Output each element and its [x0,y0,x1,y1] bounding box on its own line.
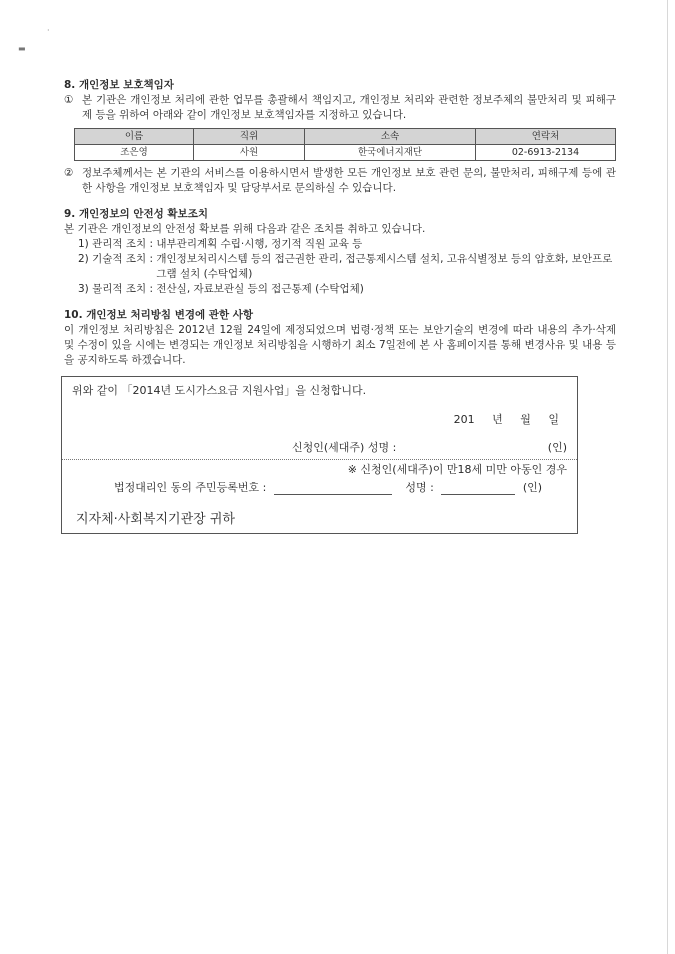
list-item [64,282,616,297]
guardian-name-input[interactable] [441,483,515,495]
item-number: ① [64,94,74,106]
guardian-name-label: 성명 : [405,481,434,494]
table-header-row [75,129,616,145]
section-policy-changes [64,307,616,368]
paragraph-text: 정보주체께서는 본 기관의 서비스를 이용하시면서 발생한 모든 개인정보 보호 관련 문의, 불만처리, 피해구제 등에 관한 사항을 개인정보 보호책임자 및 담당부서로 문의하실 수 있습니다. [82,167,616,194]
table-header: 소속 [305,129,476,145]
addressee: 지자체·사회복지기관장 귀하 [76,512,235,527]
guardian-id-input[interactable] [274,483,392,495]
section-heading: 10. 개인정보 처리방침 변경에 관한 사항 [64,309,254,321]
application-date-field[interactable]: 201 년 월 일 [453,413,559,426]
section-privacy-officer [64,77,616,196]
list-item-text: 개인정보처리시스템 등의 접근권한 관리, 접근통제시스템 설치, 고유식별정보 등의 암호화, 보안프로그램 설치 (수탁업체) [156,253,613,280]
scan-speck: ▬ [18,44,26,53]
table-header: 직위 [194,129,305,145]
table-row [75,145,616,161]
list-item-label: 1) 관리적 조치 : [78,238,157,250]
section-heading: 9. 개인정보의 안전성 확보조치 [64,208,208,220]
application-form-box [61,376,578,534]
paragraph [64,166,616,196]
declaration-text: 위와 같이 「2014년 도시가스요금 지원사업」을 신청합니다. [72,384,367,397]
dotted-divider [62,459,577,460]
list-item-label: 3) 물리적 조치 : [78,283,157,295]
list-item-label: 2) 기술적 조치 : [78,253,157,265]
list-item-text: 전산실, 자료보관실 등의 접근통제 (수탁업체) [156,283,364,295]
list-item [64,237,616,252]
applicant-name-label: 신청인(세대주) 성명 : [292,441,397,454]
paragraph-text: 이 개인정보 처리방침은 2012년 12월 24일에 제정되었으며 법령·정책 또는 보안기술의 변경에 따라 내용의 추가·삭제 및 수정이 있을 시에는 변경되는 개인정보 처리방침을 시행하기 최소 7일전에 본 사 홈페이지를 통해 변경사유 및 내용 등을 공지하도록 하겠습니다. [64,324,616,366]
paragraph-text: 본 기관은 개인정보 처리에 관한 업무를 총괄해서 책임지고, 개인정보 처리와 관련한 정보주체의 불만처리 및 피해구제 등을 위하여 아래와 같이 개인정보 보호책임자를 지정하고 있습니다. [82,94,616,121]
list-item-text: 내부관리계획 수립·시행, 정기적 직원 교육 등 [156,238,363,250]
table-header: 이름 [75,129,194,145]
guardian-seal-mark: (인) [522,481,543,494]
table-cell: 한국에너지재단 [305,145,476,161]
table-header: 연락처 [476,129,616,145]
page-edge-shadow [667,0,668,954]
scan-speck: · [47,26,50,35]
applicant-signature-row [292,439,567,455]
section-heading: 8. 개인정보 보호책임자 [64,79,174,91]
paragraph [64,93,616,123]
guardian-id-label: 법정대리인 동의 주민등록번호 : [114,481,267,494]
seal-mark: (인) [547,441,567,454]
table-cell: 사원 [194,145,305,161]
minor-applicant-note: ※ 신청인(세대주)이 만18세 미만 아동인 경우 [347,463,567,476]
guardian-consent-row [114,479,569,495]
item-number: ② [64,167,74,179]
officer-table [74,128,616,161]
table-cell: 조은영 [75,145,194,161]
section-security-measures [64,206,616,297]
list-item [64,252,616,282]
table-cell: 02-6913-2134 [476,145,616,161]
paragraph-text: 본 기관은 개인정보의 안전성 확보를 위해 다음과 같은 조치를 취하고 있습니다. [64,223,426,235]
